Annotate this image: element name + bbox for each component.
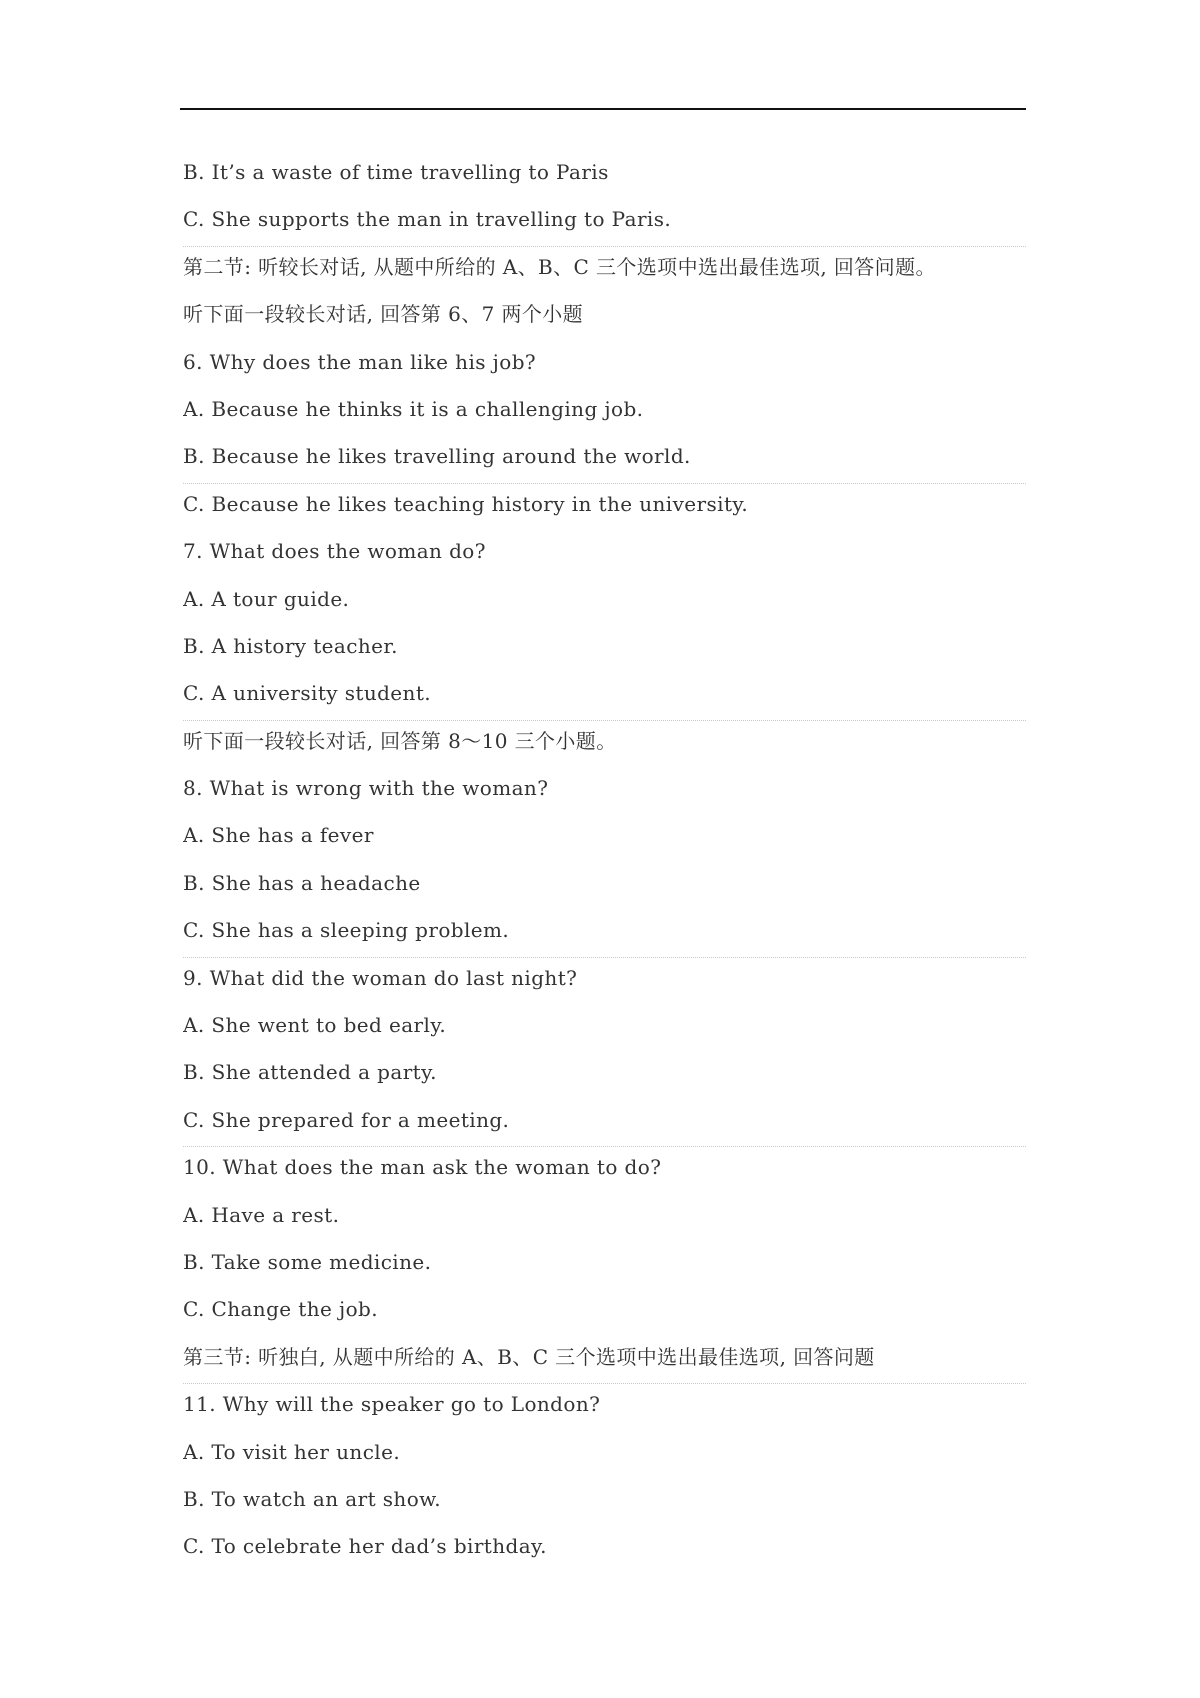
answer-option: C. She supports the man in travelling to Paris. bbox=[183, 199, 1026, 246]
instruction-text: 听下面一段较长对话, 回答第 6、7 两个小题 bbox=[183, 302, 584, 327]
answer-option: B. A history teacher. bbox=[183, 633, 398, 658]
answer-option: A. Have a rest. bbox=[183, 1202, 340, 1227]
answer-option: B. Because he likes travelling around the world. bbox=[183, 436, 1026, 483]
answer-option: B. Take some medicine. bbox=[183, 1249, 432, 1274]
answer-option: B. She has a headache bbox=[183, 870, 421, 895]
question-text: 9. What did the woman do last night? bbox=[183, 965, 578, 990]
answer-option: A. She went to bed early. bbox=[183, 1013, 447, 1038]
document-body bbox=[183, 152, 1026, 1574]
answer-option: A. She has a fever bbox=[183, 823, 374, 848]
header-rule bbox=[180, 108, 1026, 110]
instruction-text: 听下面一段较长对话, 回答第 8～10 三个小题。 bbox=[183, 728, 617, 753]
answer-option: B. It’s a waste of time travelling to Paris bbox=[183, 160, 609, 184]
answer-option: A. To visit her uncle. bbox=[183, 1439, 401, 1464]
question-text: 6. Why does the man like his job? bbox=[183, 349, 537, 374]
answer-option: A. Because he thinks it is a challenging job. bbox=[183, 396, 644, 421]
answer-option: C. Change the job. bbox=[183, 1297, 379, 1322]
answer-option: A. A tour guide. bbox=[183, 586, 350, 611]
question-text: 7. What does the woman do? bbox=[183, 539, 486, 564]
answer-option: C. She has a sleeping problem. bbox=[183, 910, 1026, 957]
answer-option: C. A university student. bbox=[183, 673, 1026, 720]
answer-option: C. To celebrate her dad’s birthday. bbox=[183, 1534, 547, 1559]
section-heading: 第二节: 听较长对话, 从题中所给的 A、B、C 三个选项中选出最佳选项, 回答问题。 bbox=[183, 254, 936, 279]
question-text: 8. What is wrong with the woman? bbox=[183, 776, 549, 801]
answer-option: B. To watch an art show. bbox=[183, 1486, 442, 1511]
answer-option: C. Because he likes teaching history in the university. bbox=[183, 491, 749, 516]
answer-option: B. She attended a party. bbox=[183, 1060, 437, 1085]
section-heading: 第三节: 听独白, 从题中所给的 A、B、C 三个选项中选出最佳选项, 回答问题 bbox=[183, 1337, 1026, 1384]
answer-option: C. She prepared for a meeting. bbox=[183, 1100, 1026, 1147]
question-text: 10. What does the man ask the woman to do? bbox=[183, 1155, 662, 1180]
question-text: 11. Why will the speaker go to London? bbox=[183, 1392, 601, 1417]
